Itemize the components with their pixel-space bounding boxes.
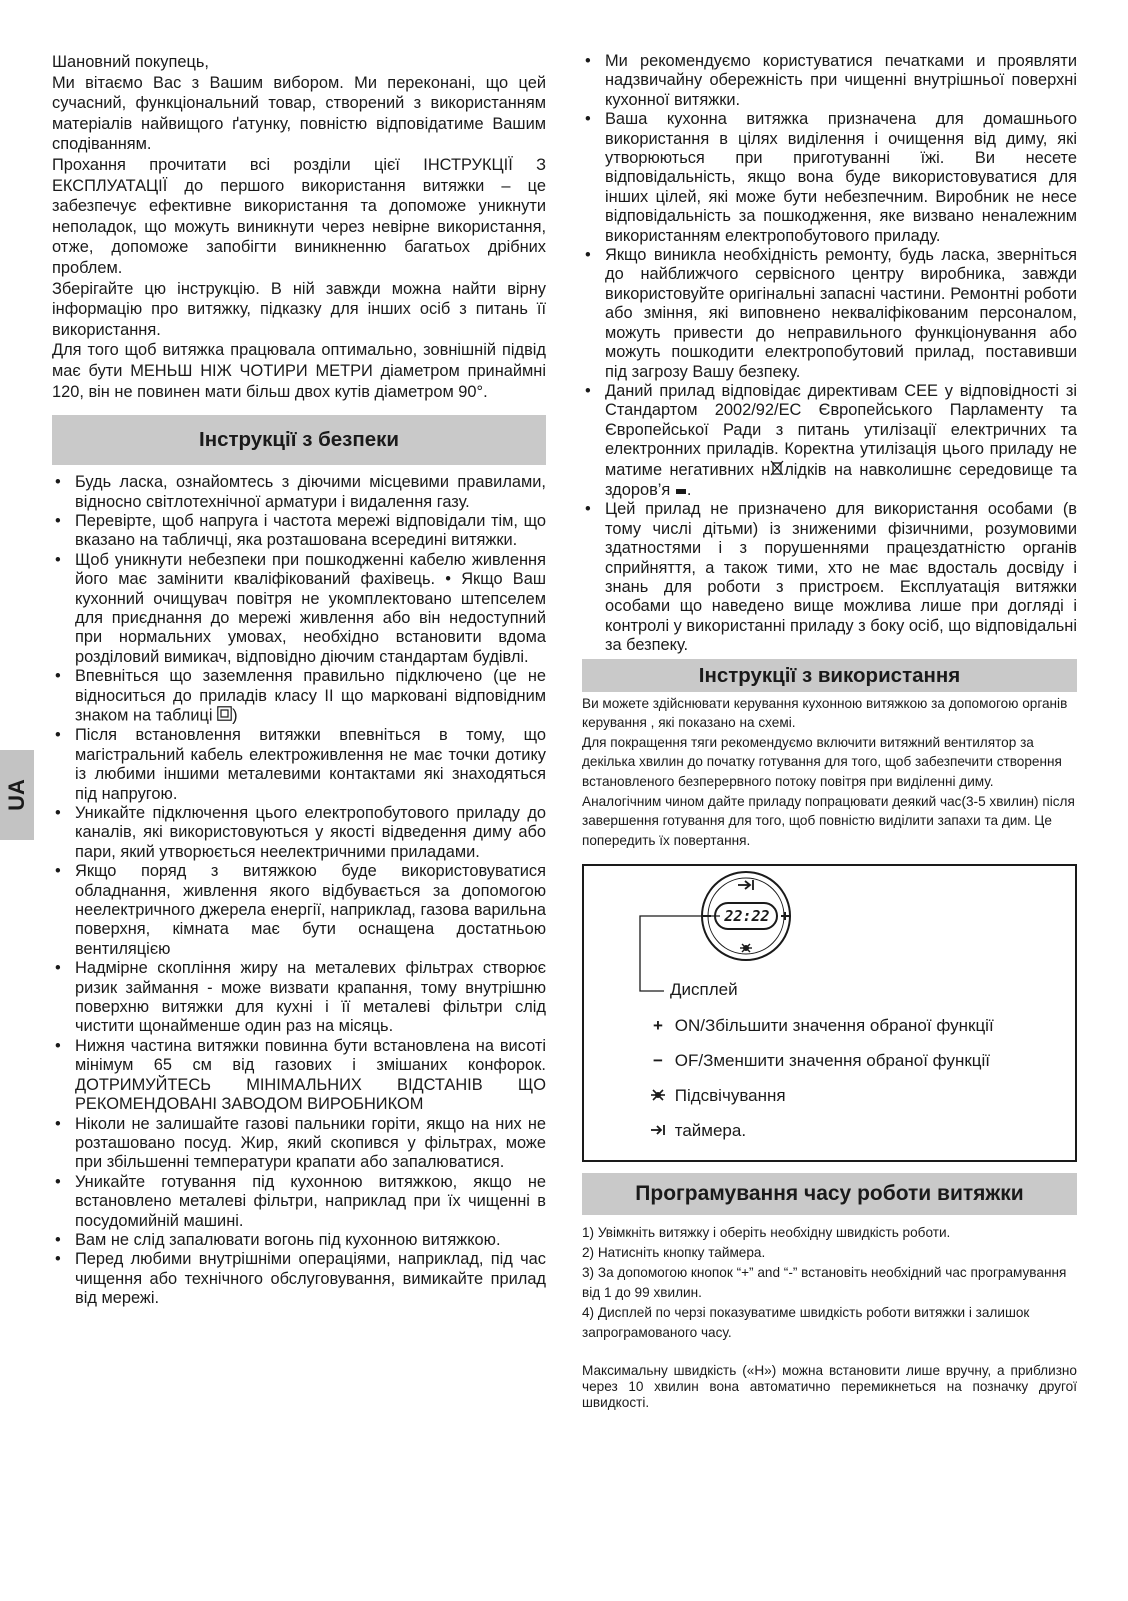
timer-icon — [646, 1121, 670, 1141]
list-item — [52, 667, 546, 726]
timer-heading: Програмування часу роботи витяжки — [582, 1173, 1077, 1215]
language-tab — [0, 750, 34, 840]
minus-icon: − — [653, 1051, 663, 1071]
legend-display — [670, 980, 738, 1000]
crossed-bin-icon — [770, 460, 784, 481]
intro-paragraph: Прохання прочитати всі розділи цієї ІНСТРУКЦІЇ З ЕКСПЛУАТАЦІЇ до першого використання витяжки – це забезпечує ефективне використання та допоможе уникнути неполадок, що можуть виникнути через невірне використання, отже, допоможе запобігти виникненню багатьох дрібних проблем. — [52, 155, 546, 277]
right-column — [582, 52, 1077, 1411]
weee-text: Даний прилад відповідає директивам СЕЕ у відповідності зі Стандартом 2002/92/ЕС Європейського Парламенту та Європейської Ради з питань утилізації електричних та електронних приладів. Коректна утилізація цього приладу не матиме негативних н — [605, 381, 1077, 479]
weee-text-end: . — [686, 480, 692, 499]
list-item: • Після встановлення витяжки впевніться в тому, що магістральний кабель електроживлення не має точки дотику із любими іншими металевими контактами які знаходяться під напругою. — [52, 726, 546, 804]
control-panel-drawing — [584, 866, 1074, 1026]
grounding-text: Впевніться що заземлення правильно підключено (це не відноситься до приладів класу II що марковані відповідним знаком на таблиці — [75, 667, 546, 725]
intro-greeting: Шановний покупець, — [52, 53, 209, 71]
bar-icon — [675, 481, 687, 500]
legend-plus-label: ON/Збільшити значення обраної функції — [674, 1016, 994, 1036]
light-icon — [646, 1086, 670, 1106]
list-item: • Перевірте, щоб напруга і частота мережі відповідали тім, що вказано на табличці, яка розташована всередині витяжки. — [52, 512, 546, 551]
legend-light — [646, 1086, 786, 1106]
list-item: • Перед любими внутрішніми операціями, наприклад, під час чищення або технічного обслуговування, вимикайте прилад від мережі. — [52, 1250, 546, 1308]
intro-paragraph: Ми вітаємо Вас з Вашим вибором. Ми переконані, що цей сучасний, функціональний товар, створений з використанням матеріалів найвищого ґатунку, повністю відповідатиме Вашим сподіванням. — [52, 73, 546, 154]
legend-minus-label: OF/Зменшити значення обраної функції — [674, 1051, 991, 1071]
list-item: • Цей прилад не призначено для використання особами (в тому числі дітьми) із зниженими фізичними, розумовими здатностями і з порушеннями працездатністю органів сприйняття, а також тими, хто не має вдосталь досвіду і знань для роботи з пристроєм. Експлуатація витяжки особами що наведено вище можлива лише при догляді і контролі у використанні приладу з боку осіб, що відповідальні за безпеку. — [582, 500, 1077, 655]
list-item: • Ваша кухонна витяжка призначена для домашнього використання в цілях виділення і очищення від диму, які утворюються при приготуванні їжі. Ви несете відповідальність, якщо вона буде використовуватися для інших цілей, які може бути небезпечним. Виробник не несе відповідальність за пошкодження, яке визвано неналежним використанням електропобутового приладу. — [582, 110, 1077, 246]
usage-paragraph: Для покращення тяги рекомендуємо включити витяжний вентилятор за декілька хвилин до початку готування для того, щоб забезпечити створення встановленого безперервного потоку повітря при виділенні диму. — [582, 734, 1062, 789]
list-item: • Якщо поряд з витяжкою буде використовуватися обладнання, живлення якого відбувається за допомогою неелектричного джерела енергії, наприклад, газова варильна поверхня, кімната має бути оснащена достатньою вентиляцією — [52, 862, 546, 959]
legend-minus — [646, 1051, 990, 1071]
list-item: • Уникайте готування під кухонною витяжкою, якщо не встановлено металеві фільтри, наприклад при їх чищенні в посудомийній машині. — [52, 1173, 546, 1231]
timer-steps — [582, 1223, 1077, 1343]
list-item: • Ніколи не залишайте газові пальники горіти, якщо на них не розташовано посуд. Жир, який скопився у фільтрах, може при збільшенні температури крапати або запалюватися. — [52, 1115, 546, 1173]
list-item: • Щоб уникнути небезпеки при пошкодженні кабелю живлення його має замінити кваліфікований фахівець. • Якщо Ваш кухонний очищувач повітря не укомплектовано штепселем для приєднання до мережі живлення або він недоступний при нормальних умовах, необхідно встановити вдома розділовий вимикач, відповідно діючим стандартам будівлі. — [52, 551, 546, 667]
list-item — [582, 382, 1077, 500]
list-item: • Вам не слід запалювати вогонь під кухонною витяжкою. — [52, 1231, 546, 1250]
intro-block — [52, 52, 546, 402]
list-item: 3) За допомогою кнопок “+” and “-” встановіть необхідний час програмування від 1 до 99 хвилин. — [582, 1265, 1067, 1301]
plus-icon: + — [653, 1016, 663, 1036]
language-tab-label: UA — [4, 779, 29, 811]
list-item: • Якщо виникла необхідність ремонту, будь ласка, зверніться до найближчого сервісного центру виробника, завжди використовуйте оригінальні запасні частини. Ремонтні роботи або зміння, які виповнено некваліфікованим персоналом, можуть привести до неправильного функціонування або можуть пошкодити електропобутовий прилад, поставивши під загрозу Вашу безпеку. — [582, 246, 1077, 382]
list-item: • Надмірне скоплiння жиру на металевих фільтрах створює ризик займання - може визвати крапання, тому внутрішню поверхню витяжки для кухні і її металеві фільтри слід чистити щонайменше один раз на місяць. — [52, 959, 546, 1037]
list-item: • Ми рекомендуємо користуватися печатками и проявляти надзвичайну обережність при чищенні внутрішньої поверхні кухонної витяжки. — [582, 52, 1077, 110]
intro-paragraph: Для того щоб витяжка працювала оптимально, зовнішній підвід має бути МЕНЬШ НІЖ ЧОТИРИ МЕТРИ діаметром принаймні 120, він не повинен мати більш двох кутів діаметром 90°. — [52, 341, 546, 401]
usage-paragraph: Аналогічним чином дайте приладу попрацювати деякий час(3-5 хвилин) після завершення готування для того, щоб повністю виділити запахи та дим. Це попередить їх повертання. — [582, 793, 1075, 848]
intro-paragraph: Зберігайте цю інструкцію. В ній завжди можна найти вірну інформацію про витяжку, підказку для інших осіб з питань її використання. — [52, 279, 546, 339]
class-ii-icon — [217, 706, 232, 726]
list-item: • Нижня частина витяжки повинна бути встановлена на висоті мінімум 65 см від газових і змішаних конфорок. ДОТРИМУЙТЕСЬ МІНІМАЛЬНИХ ВІДСТАНІВ ЩО РЕКОМЕНДОВАНІ ЗАВОДОМ ВИРОБНИКОМ — [52, 1037, 546, 1115]
usage-text — [582, 694, 1077, 851]
legend-timer-label: таймера. — [674, 1121, 747, 1141]
display-reading: 22:22 — [724, 907, 770, 926]
usage-heading: Інструкції з використання — [582, 659, 1077, 692]
list-item: 2) Натисніть кнопку таймера. — [582, 1245, 766, 1261]
timer-note: Максимальну швидкість («H») можна встановити лише вручну, а приблизно через 10 хвилин вона автоматично перемикнеться на позначку другої швидкості. — [582, 1363, 1077, 1411]
legend-display-label: Дисплей — [670, 980, 738, 1000]
list-item: • Уникайте підключення цього електропобутового приладу до каналів, які використовуються у якості відведення диму або пари, який утворюється неелектричними приладами. — [52, 804, 546, 862]
left-column — [52, 52, 546, 1309]
list-item: 1) Увімкніть витяжку і оберіть необхідну швидкість роботи. — [582, 1225, 951, 1241]
safety-list — [52, 473, 546, 1308]
list-item: 4) Дисплей по черзі показуватиме швидкість роботи витяжки і залишок запрограмованого часу. — [582, 1305, 1030, 1341]
control-panel-diagram — [582, 864, 1077, 1162]
list-item: • Будь ласка, ознайомтесь з діючими місцевими правилами, відносно світлотехнічної арматури і видалення газу. — [52, 473, 546, 512]
legend-timer — [646, 1121, 746, 1141]
usage-paragraph: Ви можете здійснювати керування кухонною витяжкою за допомогою органів керування , які показано на схемі. — [582, 695, 1068, 731]
legend-plus — [646, 1016, 994, 1036]
safety-list-continued — [582, 52, 1077, 656]
grounding-text-end: ) — [232, 706, 238, 725]
weee-text: лідків на навколишнє середовище та здоров’я — [605, 460, 1077, 499]
legend-light-label: Підсвічування — [674, 1086, 786, 1106]
safety-heading: Інструкції з безпеки — [52, 415, 546, 465]
